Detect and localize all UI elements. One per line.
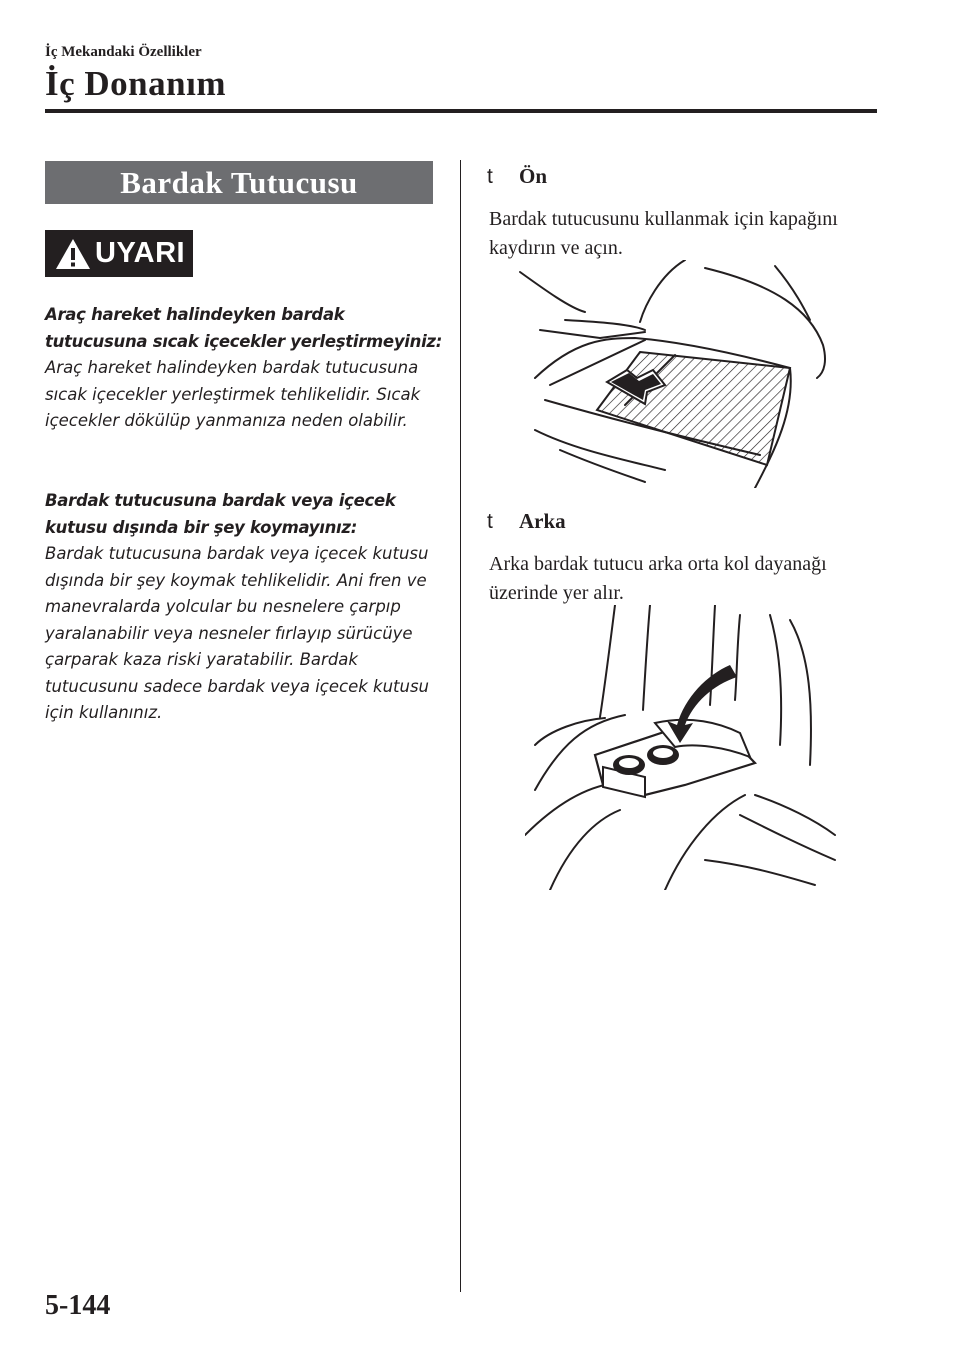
warning-badge (45, 230, 193, 277)
warning-lead: Bardak tutucusuna bardak veya içecek kutusu dışında bir şey koymayınız: (45, 491, 396, 537)
bullet-marker: t (487, 509, 493, 533)
front-text: Bardak tutucusunu kullanmak için kapağını kaydırın ve açın. (489, 208, 838, 259)
chapter-title: İç Donanım (45, 64, 226, 103)
column-divider (460, 160, 461, 1292)
bullet-marker: t (487, 164, 493, 188)
warning-block-other-objects (45, 488, 445, 727)
rear-heading-text: Arka (519, 509, 566, 533)
warning-lead: Araç hareket halindeyken bardak tutucusuna sıcak içecekler yerleştirmeyiniz: (45, 305, 443, 351)
front-cup-holder-illustration (505, 260, 840, 488)
page-number: 5-144 (45, 1290, 111, 1321)
warning-label: UYARI (95, 237, 186, 269)
warning-body: Araç hareket halindeyken bardak tutucusuna sıcak içecekler yerleştirmek tehlikelidir. Sıcak içecekler dökülüp yanmanıza neden olabilir. (45, 358, 421, 430)
header-rule (45, 109, 877, 113)
warning-triangle-icon (55, 238, 91, 270)
rear-text: Arka bardak tutucu arka orta kol dayanağı üzerinde yer alır. (489, 553, 827, 604)
running-head: İç Mekandaki Özellikler (45, 44, 202, 60)
front-heading (487, 164, 547, 189)
section-title: Bardak Tutucusu (45, 161, 433, 204)
rear-heading (487, 509, 566, 534)
warning-block-hot-drinks (45, 302, 445, 435)
warning-body: Bardak tutucusuna bardak veya içecek kutusu dışında bir şey koymak tehlikelidir. Ani fren ve manevralarda yolcular bu nesnelere çarpıp yaralanabilir veya nesneler fırlayıp sürücüye çarparak kaza riski yaratabilir. Bardak tutucusunu sadece bardak veya içecek kutusu için kullanınız. (45, 544, 430, 722)
rear-cup-holder-illustration (525, 605, 840, 890)
front-heading-text: Ön (519, 164, 548, 188)
